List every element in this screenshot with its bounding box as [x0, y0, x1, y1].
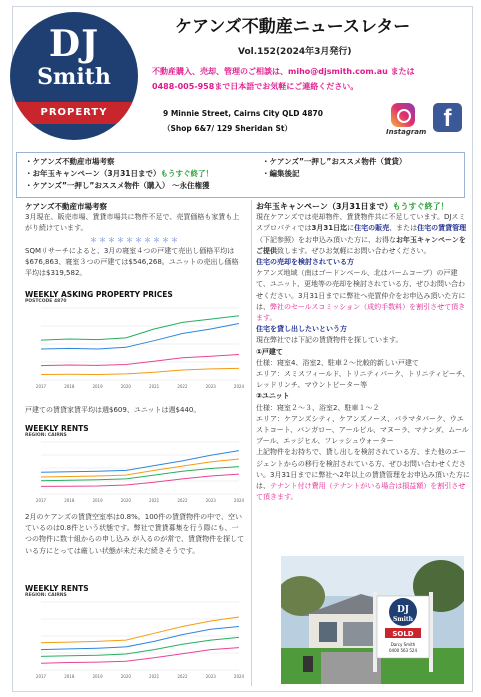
sign-smith: Smith: [392, 616, 414, 623]
text-run: 致します。ぜひお気軽にお問い合わせください。: [277, 246, 431, 255]
text-run: テナント付け費用（テナントがいる場合は損益額）を割引させて頂きます。: [256, 482, 466, 502]
chart-svg: [25, 438, 245, 504]
campaign-heading-text: お年玉キャンペーン（3月31日まで）: [256, 202, 393, 211]
chart-x-tick: 2021: [149, 674, 160, 679]
text-run: 現在ケアンズでは売却物件、賃貸物件共に不足しています。DJスミスプロパティでは: [256, 213, 466, 233]
market-heading: ケアンズ不動産市場考察: [25, 202, 107, 211]
chart-subtitle: REGION: CAIRNS: [25, 593, 67, 598]
unit-area: エリア：ケアンズシティ、ケアンズノース、パラマタパーク、ウエストコート、バンガロー、アールビル、マヌーラ、マナンダ、ムールブール、エッジヒル、フレッシュウォーター: [256, 414, 469, 446]
toc-item: ・ケアンズ不動産市場考察: [25, 157, 115, 166]
text-run: に: [347, 224, 355, 233]
text-run: 、または: [389, 224, 418, 233]
text-run: 弊社のセールスコミッション（成約手数料）を割引させて頂きます。: [256, 302, 466, 323]
toc-item-text: ・お年玉キャンペーン（3月31日まで）: [25, 169, 161, 178]
chart-x-tick: 2020: [120, 384, 131, 389]
chart-x-tick: 2018: [64, 674, 75, 679]
management-paragraph: [256, 447, 470, 503]
text-run: お年玉キャンペーンをご提供: [256, 235, 466, 255]
chart-title: WEEKLY RENTS: [25, 584, 89, 593]
newsletter-title: ケアンズ不動産ニュースレター: [175, 17, 411, 37]
sale-paragraph: [256, 268, 470, 324]
toc-item: ・ケアンズ”一押し”おススメ物件（購入） ～永住権獲: [25, 181, 210, 190]
chart-weekly-rents: [25, 424, 245, 508]
chart-x-tick: 2022: [177, 498, 188, 503]
toc-item: ・編集後記: [262, 169, 300, 178]
contact-line-1: 不動産購入、売却、管理のご相談は、miho@djsmith.com.au または: [152, 67, 415, 76]
address-line-1: 9 Minnie Street, Cairns City QLD 4870: [163, 109, 323, 118]
chart-x-tick: 2017: [35, 498, 47, 503]
address-line-2: （Shop 6&7/ 129 Sheridan St）: [163, 124, 292, 133]
office-address: [163, 106, 323, 136]
rent-paragraph: 戸建ての賃貸家賃平均は週$609、ユニットは週$440。: [25, 406, 201, 414]
vacancy-block: [25, 512, 245, 557]
dj-smith-logo: [10, 12, 138, 140]
text-run: 上記物件をお持ちで、貸し出しを検討されている方、また他のエージェントからの移行を検討されている方、ぜひお問い合わせください。3月31日までに弊社へ2年以上の賃貸管理をお申込み頂いた方には、: [256, 448, 470, 491]
house-subheading: ①戸建て: [256, 347, 283, 356]
sold-house-photo: [281, 556, 464, 684]
rent-paragraph-block: [25, 405, 245, 416]
campaign-heading-highlight: もうすぐ終了！: [392, 202, 449, 211]
chart-x-tick: 2018: [64, 384, 75, 389]
chart-subtitle: REGION: CAIRNS: [25, 433, 67, 438]
column-divider: [251, 200, 252, 686]
market-column: [25, 201, 245, 279]
chart-series-line: [41, 368, 239, 374]
chart-x-tick: 2023: [205, 384, 216, 389]
chart-x-tick: 2022: [177, 674, 188, 679]
house-spec: 仕様：寝室4、浴室2、駐車２～比較的新しい戸建て: [256, 358, 419, 367]
text-run: （下記参照）をお申込み頂いた方に、お得な: [256, 235, 396, 244]
toc-item: [25, 168, 213, 180]
logo-property: PROPERTY: [10, 102, 138, 124]
chart-series-line: [41, 355, 239, 366]
text-run: ケアンズ地域（南はゴードンベール、北はパームコーブ）の戸建て、ユニット、更地等の売却を検討されている方、ぜひお問い合わせください。3月31日までに弊社へ売買仲介をお申込み頂いた方には、: [256, 269, 466, 311]
chart-x-tick: 2022: [177, 384, 188, 389]
sign-phone: 0400 563 524: [389, 648, 417, 653]
volume-label: Vol.152(2024年3月発行): [238, 47, 352, 57]
house-area: エリア：スミスフィールド、トリニティパーク、トリニティビーチ、レッドリンチ、マウントピーター等: [256, 370, 470, 390]
sign-agent: Darcy Smith: [390, 642, 416, 647]
toc-left: [25, 156, 213, 192]
sign-dj: DJ: [396, 605, 410, 615]
sale-subheading: 住宅の売却を検討されている方: [256, 258, 354, 267]
chart-series-line: [41, 467, 239, 481]
chart-x-tick: 2019: [92, 384, 103, 389]
toc-item: ・ケアンズ”一押し”おススメ物件（賃貸）: [262, 157, 407, 166]
chart-series-line: [41, 637, 239, 656]
chart-subtitle: POSTCODE 4870: [25, 299, 67, 304]
text-run: 住宅の販売: [354, 224, 390, 233]
photo-illustration: [281, 556, 464, 684]
chart-asking-prices: [25, 290, 245, 400]
chart-x-tick: 2021: [149, 498, 160, 503]
sales-paragraph: SQMリサーチによると、3月の寝室４つの戸建て売出し価格平均は$676,863、寝室３つの戸建ては$546,268。ユニットの売出し価格平均は$319,582。: [25, 246, 239, 278]
chart-x-tick: 2024: [233, 384, 245, 389]
sign-sold: SOLD: [392, 630, 414, 638]
unit-subheading: ②ユニット: [256, 392, 290, 401]
chart-x-tick: 2018: [64, 498, 75, 503]
star-separator: ＊＊＊＊＊＊＊＊＊＊: [90, 235, 180, 244]
market-intro: 3月現在、販売市場、賃貸市場共に物件不足で、売買価格も家賃も上がり続けています。: [25, 213, 240, 233]
chart-x-tick: 2023: [205, 674, 216, 679]
logo-dj: DJ: [48, 23, 100, 65]
contact-info: [152, 64, 464, 94]
rent-intro: 現在弊社では下記の賃貸物件を探しています。: [256, 336, 403, 345]
table-of-contents: [16, 152, 465, 198]
chart-title: WEEKLY RENTS: [25, 424, 89, 433]
chart-x-tick: 2024: [233, 674, 245, 679]
campaign-column: [256, 201, 470, 503]
unit-spec: 仕様：寝室２～３、浴室2、駐車１～２: [256, 403, 380, 412]
chart-x-tick: 2017: [35, 384, 47, 389]
chart-x-tick: 2020: [120, 498, 131, 503]
text-run: 住宅の賃貸管理: [417, 224, 467, 233]
campaign-paragraph: [256, 212, 470, 257]
chart-series-line: [41, 324, 239, 350]
chart-x-tick: 2021: [149, 384, 160, 389]
rent-subheading: 住宅を貸し出したいという方: [256, 325, 347, 334]
chart-x-tick: 2019: [92, 674, 103, 679]
toc-item-highlight: もうすぐ終了！: [160, 169, 214, 178]
contact-line-2: 0488-005-958まで日本語でお気軽にご連絡ください。: [152, 82, 359, 91]
chart-title: WEEKLY ASKING PROPERTY PRICES: [25, 290, 173, 299]
chart-x-tick: 2024: [233, 498, 245, 503]
instagram-label: Instagram: [386, 128, 427, 136]
instagram-icon[interactable]: [391, 103, 415, 127]
campaign-heading: [256, 201, 470, 212]
vacancy-paragraph: 2月のケアンズの賃貸空室率は0.8%。100件の賃貸物件の中で、空いているのは0.8件という状態です。弊社で賃貸募集を行う際にも、一つの物件に数十組からの申し込み が入るのが常で、賃貸物件を探している方にとっては厳しい状態が未だ未だ続きそうです。: [25, 513, 245, 555]
facebook-icon[interactable]: f: [433, 103, 462, 132]
chart-svg: [25, 598, 245, 680]
chart-x-tick: 2020: [120, 674, 131, 679]
chart-svg: [25, 304, 245, 390]
chart-series-line: [41, 627, 239, 650]
chart-weekly-rents-2: [25, 584, 245, 684]
chart-series-line: [41, 316, 239, 340]
logo-smith: Smith: [37, 64, 111, 90]
chart-x-tick: 2019: [92, 498, 103, 503]
chart-x-tick: 2023: [205, 498, 216, 503]
chart-x-tick: 2017: [35, 674, 47, 679]
toc-right: [262, 156, 406, 180]
text-run: 3月31日迄: [311, 224, 348, 233]
